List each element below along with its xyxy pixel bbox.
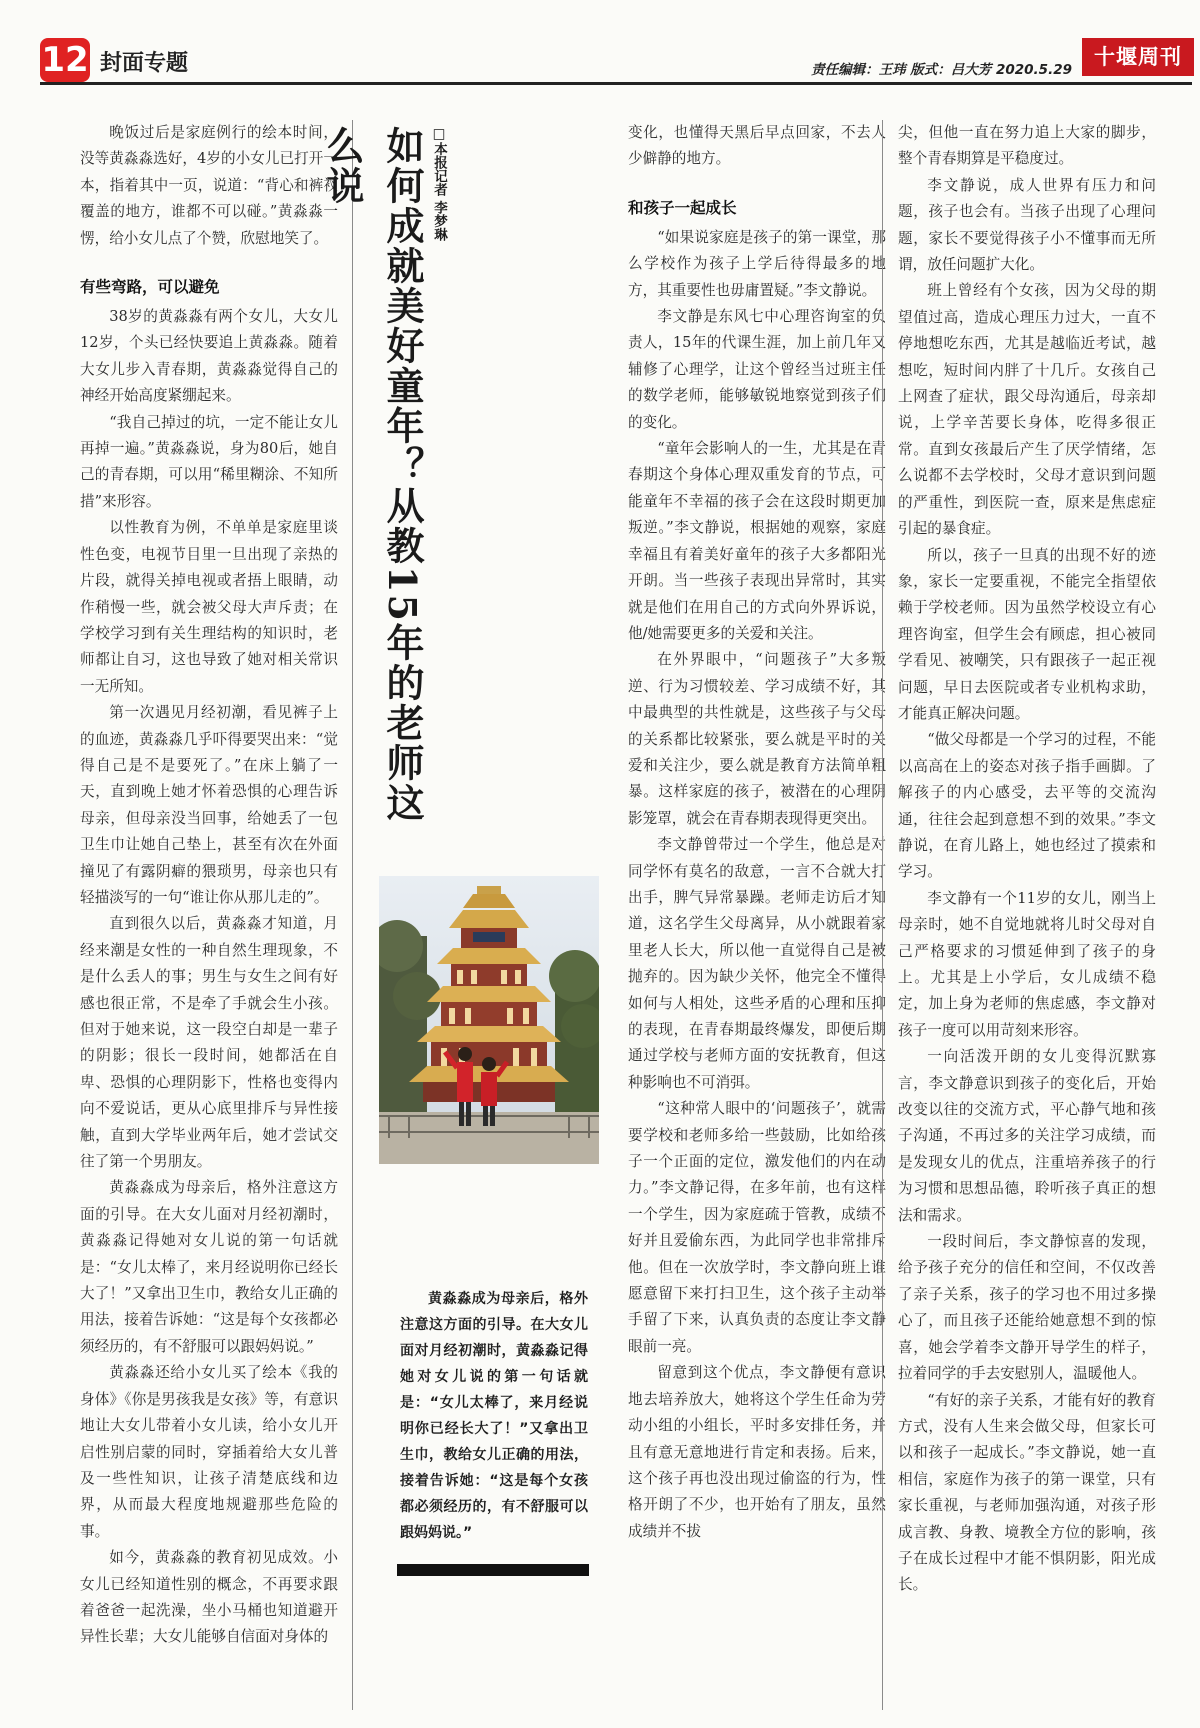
pull-quote-bar [397, 1564, 589, 1576]
paragraph: 所以，孩子一旦真的出现不好的迹象，家长一定要重视，不能完全指望依赖于学校老师。因为虽然学校设立有心理咨询室，但学生会有顾虑，担心被同学看见、被嘲笑，只有跟孩子一起正视问题，早日去医院或者专业机构求助，才能真正解决问题。 [898, 546, 1156, 722]
pull-quote-text: 黄淼淼成为母亲后，格外注意这方面的引导。在大女儿面对月经初潮时，黄淼淼记得她对女儿说的第一句话就是：“女儿太棒了，来月经说明你已经长大了！”又拿出卫生巾，教给女儿正确的用法，接着告诉她：“这是每个女孩都必须经历的，有不舒服可以跟妈妈说。” [400, 1291, 588, 1541]
paragraph: “我自己掉过的坑，一定不能让女儿再掉一遍。”黄淼淼说，身为80后，她自己的青春期，可以用“稀里糊涂、不知所措”来形容。 [80, 413, 338, 510]
paragraph: 李文静曾带过一个学生，他总是对同学怀有莫名的敌意，一言不合就大打出手，脾气异常暴躁。老师走访后才知道，这名学生父母离异，从小就跟着家里老人长大，所以他一直觉得自己是被抛弃的。因为缺少关怀，他完全不懂得如何与人相处，这些矛盾的心理和压抑的表现，在青春期最终爆发，即便后期通过学校与老师方面的安抚教育，但这种影响也不可消弭。 [628, 836, 886, 1091]
article-column-3 [898, 120, 1156, 1599]
pull-quote [400, 1286, 588, 1546]
article-title: 如何成就美好童年？从教15年的老师这么说 [320, 126, 425, 823]
page-header [0, 0, 1200, 92]
photo-illustration [379, 876, 599, 1164]
subheading-grow-together: 和孩子一起成长 [628, 198, 737, 217]
paragraph: 在外界眼中，“问题孩子”大多叛逆、行为习惯较差、学习成绩不好，其中最典型的共性就是，这些孩子与父母的关系都比较紧张，要么就是平时的关爱和关注少，要么就是教育方法简单粗暴。这样家庭的孩子，被潜在的心理阴影笼罩，就会在青春期表现得更突出。 [628, 651, 886, 827]
publication-logo: 十堰周刊 [1082, 38, 1194, 76]
paragraph: “做父母都是一个学习的过程，不能以高高在上的姿态对孩子指手画脚。了解孩子的内心感受，去平等的交流沟通，往往会起到意想不到的效果。”李文静说，在育儿路上，她也经过了摸索和学习。 [898, 731, 1156, 881]
yellow-crane-tower-photo [379, 876, 599, 1164]
editor-info: 责任编辑：王玮 版式：吕大芳 2020.5.29 [811, 62, 1072, 78]
paragraph: 李文静有一个11岁的女儿，刚当上母亲时，她不自觉地就将儿时父母对自己严格要求的习惯延伸到了孩子的身上。尤其是上小学后，女儿成绩不稳定，加上身为老师的焦虑感，李文静对孩子一度可以用苛刻来形容。 [898, 889, 1156, 1039]
subheading-detours: 有些弯路，可以避免 [80, 278, 220, 297]
paragraph: 李文静是东风七中心理咨询室的负责人，15年的代课生涯，加上前几年又辅修了心理学，让这个曾经当过班主任的数学老师，能够敏锐地察觉到孩子们的变化。 [628, 308, 886, 431]
paragraph: “有好的亲子关系，才能有好的教育方式，没有人生来会做父母，但家长可以和孩子一起成长。”李文静说，她一直相信，家庭作为孩子的第一课堂，只有家长重视，与老师加强沟通，对孩子形成言教、身教、境教全方位的影响，孩子在成长过程中才能不惧阴影，阳光成长。 [898, 1391, 1156, 1594]
column-divider [352, 120, 353, 1710]
byline: □本报记者 李梦琳 [431, 126, 447, 242]
column-divider [882, 120, 883, 1710]
paragraph: 以性教育为例，不单单是家庭里谈性色变，电视节目里一旦出现了亲热的片段，就得关掉电视或者捂上眼睛，动作稍慢一些，就会被父母大声斥责；在学校学习到有关生理结构的知识时，老师都让自习，这也导致了她对相关常识一无所知。 [80, 519, 338, 695]
paragraph: 尖，但他一直在努力追上大家的脚步，整个青春期算是平稳度过。 [898, 124, 1156, 168]
header-rule [40, 82, 1192, 85]
paragraph: 直到很久以后，黄淼淼才知道，月经来潮是女性的一种自然生理现象，不是什么丢人的事；男生与女生之间有好感也很正常，不是牵了手就会生小孩。但对于她来说，这一段空白却是一辈子的阴影；很长一段时间，她都活在自卑、恐惧的心理阴影下，性格也变得内向不爱说话，更从心底里排斥与异性接触，直到大学毕业两年后，她才尝试交往了第一个男朋友。 [80, 915, 338, 1171]
paragraph: 一向活泼开朗的女儿变得沉默寡言，李文静意识到孩子的变化后，开始改变以往的交流方式，平心静气地和孩子沟通，不再过多的关注学习成绩，而是发现女儿的优点，注重培养孩子的行为习惯和思想品德，聆听孩子真正的想法和需求。 [898, 1048, 1156, 1224]
article-column-1 [80, 120, 338, 1651]
paragraph: 班上曾经有个女孩，因为父母的期望值过高，造成心理压力过大，一直不停地想吃东西，尤其是越临近考试，越想吃，短时间内胖了十几斤。女孩自己上网查了症状，跟父母沟通后，母亲却说，上学辛苦要长身体，吃得多很正常。直到女孩最后产生了厌学情绪，怎么说都不去学校时，父母才意识到问题的严重性，到医院一查，原来是焦虑症引起的暴食症。 [898, 282, 1156, 538]
paragraph: 晚饭过后是家庭例行的绘本时间，没等黄淼淼选好，4岁的小女儿已打开一本，指着其中一页，说道：“背心和裤衩覆盖的地方，谁都不可以碰。”黄淼淼一愣，给小女儿点了个赞，欣慰地笑了。 [80, 124, 338, 247]
paragraph: “如果说家庭是孩子的第一课堂，那么学校作为孩子上学后待得最多的地方，其重要性也毋庸置疑。”李文静说。 [628, 228, 886, 299]
paragraph: 变化，也懂得天黑后早点回家，不去人少僻静的地方。 [628, 124, 886, 168]
paragraph: 第一次遇见月经初潮，看见裤子上的血迹，黄淼淼几乎吓得要哭出来：“觉得自己是不是要死了。”在床上躺了一天，直到晚上她才怀着恐惧的心理告诉母亲，但母亲没当回事，给她丢了一包卫生巾让她自己垫上，甚至有次在外面撞见了有露阴癖的猥琐男，母亲也只有轻描淡写的一句“谁让你从那儿走的”。 [80, 704, 338, 906]
page-number: 12 [41, 40, 89, 80]
title-area [320, 120, 602, 840]
paragraph: 一段时间后，李文静惊喜的发现，给予孩子充分的信任和空间，不仅改善了亲子关系，孩子的学习也不用过多操心了，而且孩子还能给她意想不到的惊喜，她会学着李文静开导学生的样子，拉着同学的手去安慰别人，温暖他人。 [898, 1233, 1156, 1383]
paragraph: “这种常人眼中的‘问题孩子’，就需要学校和老师多给一些鼓励，比如给孩子一个正面的定位，激发他们的内在动力。”李文静记得，在多年前，也有这样一个学生，因为家庭疏于管教，成绩不好并且爱偷东西，为此同学也非常排斥他。但在一次放学时，李文静向班上谁愿意留下来打扫卫生，这个孩子主动举手留了下来，认真负责的态度让李文静眼前一亮。 [628, 1100, 886, 1355]
paragraph: 李文静说，成人世界有压力和问题，孩子也会有。当孩子出现了心理问题，家长不要觉得孩子小不懂事而无所谓，放任问题扩大化。 [898, 176, 1156, 274]
paragraph: 黄淼淼还给小女儿买了绘本《我的身体》《你是男孩我是女孩》等，有意识地让大女儿带着小女儿读，给小女儿开启性别启蒙的同时，穿插着给大女儿普及一些性知识，让孩子清楚底线和边界，从而最大程度地规避那些危险的事。 [80, 1364, 338, 1540]
paragraph: 留意到这个优点，李文静便有意识地去培养放大，她将这个学生任命为劳动小组的小组长，平时多安排任务，并且有意无意地进行肯定和表扬。后来，这个孩子再也没出现过偷盗的行为，性格开朗了不少，也开始有了朋友，虽然成绩并不拔 [628, 1364, 886, 1540]
paragraph: 38岁的黄淼淼有两个女儿，大女儿12岁，个头已经快要追上黄淼淼。随着大女儿步入青春期，黄淼淼觉得自己的神经开始高度紧绷起来。 [80, 308, 338, 405]
section-title: 封面专题 [100, 51, 189, 76]
paragraph: 如今，黄淼淼的教育初见成效。小女儿已经知道性别的概念，不再要求跟着爸爸一起洗澡，坐小马桶也知道避开异性长辈；大女儿能够自信面对身体的 [80, 1549, 338, 1646]
paragraph: “童年会影响人的一生，尤其是在青春期这个身体心理双重发育的节点，可能童年不幸福的孩子会在这段时期更加叛逆。”李文静说，根据她的观察，家庭幸福且有着美好童年的孩子大多都阳光开朗。当一些孩子表现出异常时，其实就是他们在用自己的方式向外界诉说，他/她需要更多的关爱和关注。 [628, 440, 886, 642]
paragraph: 黄淼淼成为母亲后，格外注意这方面的引导。在大女儿面对月经初潮时，黄淼淼记得她对女儿说的第一句话就是：“女儿太棒了，来月经说明你已经长大了！”又拿出卫生巾，教给女儿正确的用法，接着告诉她：“这是每个女孩都必须经历的，有不舒服可以跟妈妈说。” [80, 1179, 338, 1355]
article-column-2 [628, 120, 886, 1545]
